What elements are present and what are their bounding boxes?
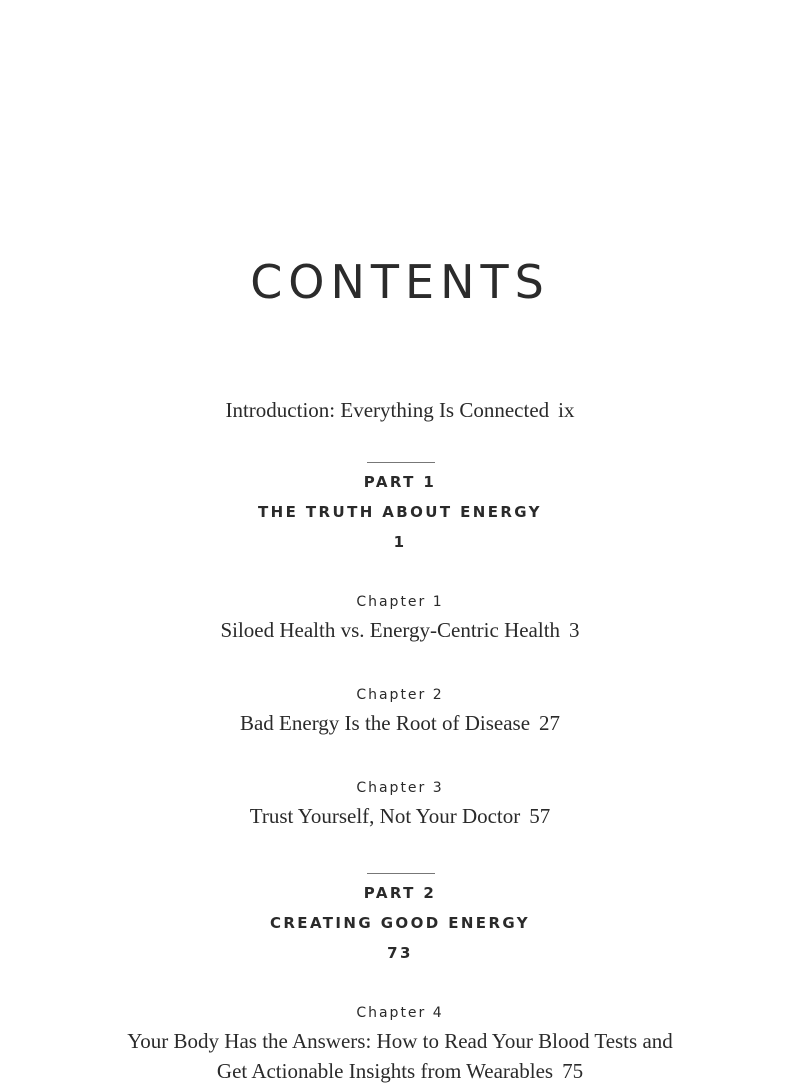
part-1-label: PART 1 bbox=[363, 473, 437, 491]
chapter-3-label: Chapter 3 bbox=[356, 780, 444, 796]
entry-page-number: 3 bbox=[569, 618, 580, 642]
entry-title: Get Actionable Insights from Wearables bbox=[216, 1059, 554, 1083]
part-2-page-number: 73 bbox=[387, 944, 413, 962]
entry-page-number: 27 bbox=[539, 711, 561, 735]
entry-title: Bad Energy Is the Root of Disease bbox=[239, 711, 531, 735]
toc-entry-chapter-4-line-2[interactable] bbox=[0, 1056, 800, 1086]
chapter-4-label: Chapter 4 bbox=[356, 1005, 444, 1021]
page-title: CONTENTS bbox=[250, 255, 550, 309]
entry-title: Introduction: Everything Is Connected bbox=[225, 398, 550, 422]
entry-title: Siloed Health vs. Energy-Centric Health bbox=[220, 618, 561, 642]
part-2-label: PART 2 bbox=[363, 884, 437, 902]
entry-page-number: 75 bbox=[562, 1059, 584, 1083]
part-divider bbox=[367, 462, 435, 463]
chapter-2-label: Chapter 2 bbox=[356, 687, 444, 703]
part-1-title[interactable]: THE TRUTH ABOUT ENERGY bbox=[258, 503, 542, 521]
chapter-1-label: Chapter 1 bbox=[356, 594, 444, 610]
entry-page-number: ix bbox=[558, 398, 575, 422]
part-divider bbox=[367, 873, 435, 874]
toc-entry-chapter-4-line-1[interactable]: Your Body Has the Answers: How to Read Your Blood Tests and bbox=[127, 1029, 673, 1053]
toc-entry-chapter-3[interactable] bbox=[0, 801, 800, 831]
toc-entry-chapter-2[interactable] bbox=[0, 708, 800, 738]
entry-title: Trust Yourself, Not Your Doctor bbox=[249, 804, 521, 828]
part-1-page-number: 1 bbox=[393, 533, 407, 551]
toc-entry-chapter-1[interactable] bbox=[0, 615, 800, 645]
toc-entry-introduction[interactable] bbox=[0, 395, 800, 425]
part-2-title[interactable]: CREATING GOOD ENERGY bbox=[269, 914, 531, 932]
entry-page-number: 57 bbox=[529, 804, 551, 828]
